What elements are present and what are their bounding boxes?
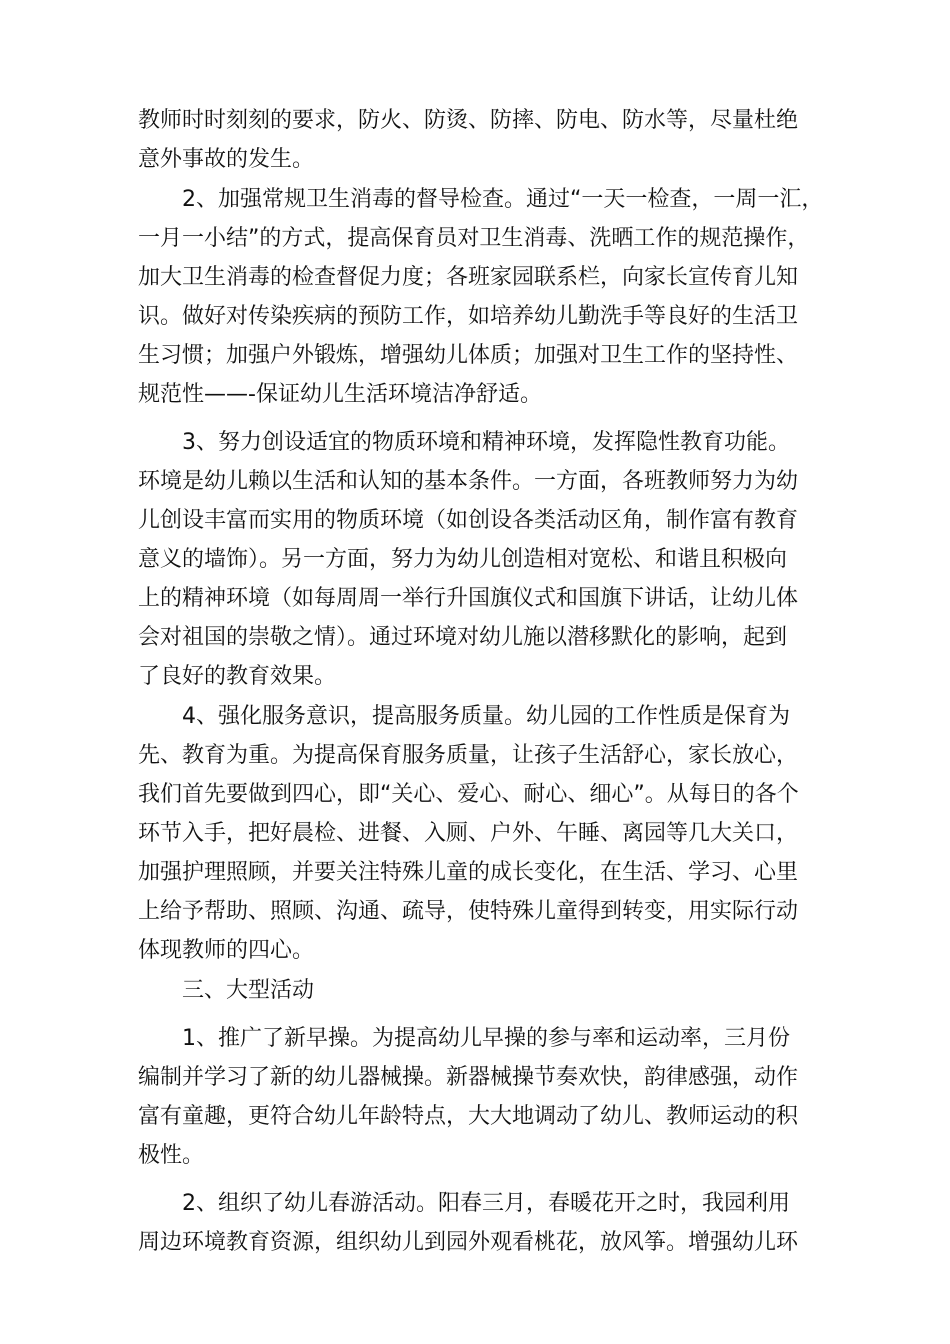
text-line: 我们首先要做到四心，即“关心、爱心、耐心、细心”。从每日的各个 (138, 782, 799, 807)
text-line: 意外事故的发生。 (138, 147, 315, 172)
text-line: 教师时时刻刻的要求，防火、防烫、防摔、防电、防水等，尽量杜绝 (138, 108, 799, 133)
text-line: 周边环境教育资源，组织幼儿到园外观看桃花，放风筝。增强幼儿环 (138, 1230, 799, 1255)
text-line: 2、组织了幼儿春游活动。阳春三月，春暖花开之时，我园利用 (138, 1191, 790, 1216)
text-line: 先、教育为重。为提高保育服务质量，让孩子生活舒心，家长放心， (138, 743, 799, 768)
text-line: 富有童趣，更符合幼儿年龄特点，大大地调动了幼儿、教师运动的积 (138, 1104, 799, 1129)
text-line: 编制并学习了新的幼儿器械操。新器械操节奏欢快，韵律感强，动作 (138, 1065, 799, 1090)
text-line: 加强护理照顾，并要关注特殊儿童的成长变化，在生活、学习、心里 (138, 860, 799, 885)
text-line: 上给予帮助、照顾、沟通、疏导，使特殊儿童得到转变，用实际行动 (138, 899, 799, 924)
text-line: 3、努力创设适宜的物质环境和精神环境，发挥隐性教育功能。 (138, 430, 790, 455)
text-line: 环境是幼儿赖以生活和认知的基本条件。一方面，各班教师努力为幼 (138, 469, 799, 494)
text-line: 体现教师的四心。 (138, 938, 315, 963)
text-line: 了良好的教育效果。 (138, 664, 337, 689)
text-line: 环节入手，把好晨检、进餐、入厕、户外、午睡、离园等几大关口， (138, 821, 799, 846)
text-line: 生习惯；加强户外锻炼，增强幼儿体质；加强对卫生工作的坚持性、 (138, 343, 799, 368)
text-line: 加大卫生消毒的检查督促力度；各班家园联系栏，向家长宣传育儿知 (138, 265, 799, 290)
text-line: 会对祖国的崇敬之情）。通过环境对幼儿施以潜移默化的影响，起到 (138, 625, 788, 650)
text-line: 识。做好对传染疾病的预防工作，如培养幼儿勤洗手等良好的生活卫 (138, 304, 799, 329)
text-line: 2、加强常规卫生消毒的督导检查。通过“一天一检查，一周一汇， (138, 187, 824, 212)
text-line: 规范性——-保证幼儿生活环境洁净舒适。 (138, 382, 542, 407)
text-line: 极性。 (138, 1143, 205, 1168)
text-line: 上的精神环境（如每周周一举行升国旗仪式和国旗下讲话，让幼儿体 (138, 586, 799, 611)
section-heading: 三、大型活动 (138, 978, 315, 1003)
text-line: 一月一小结”的方式，提高保育员对卫生消毒、洗晒工作的规范操作， (138, 226, 810, 251)
text-line: 意义的墙饰）。另一方面，努力为幼儿创造相对宽松、和谐且积极向 (138, 547, 788, 572)
text-line: 1、推广了新早操。为提高幼儿早操的参与率和运动率，三月份 (138, 1026, 790, 1051)
text-line: 儿创设丰富而实用的物质环境（如创设各类活动区角，制作富有教育 (138, 508, 799, 533)
text-line: 4、强化服务意识，提高服务质量。幼儿园的工作性质是保育为 (138, 704, 790, 729)
